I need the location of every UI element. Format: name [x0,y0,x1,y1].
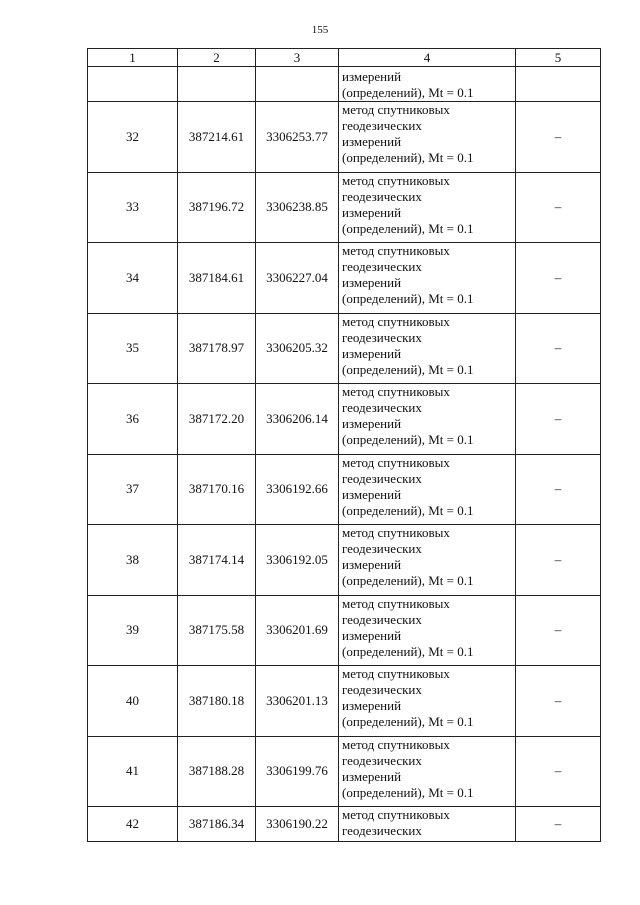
cell-y-coordinate: 3306205.32 [256,313,339,384]
cell-point-number: 34 [88,243,178,314]
cell-point-number: 38 [88,525,178,596]
column-header-5: 5 [516,49,601,67]
cell-method: измерений (определений), Mt = 0.1 [339,67,516,102]
cell-point-number: 35 [88,313,178,384]
cell-note [516,67,601,102]
cell-x-coordinate: 387188.28 [178,736,256,807]
cell-method: метод спутниковых геодезических измерений (определений), Mt = 0.1 [339,172,516,243]
cell-note: – [516,525,601,596]
cell-x-coordinate: 387172.20 [178,384,256,455]
cell-y-coordinate: 3306192.05 [256,525,339,596]
cell-point-number: 33 [88,172,178,243]
cell-method: метод спутниковых геодезических измерений (определений), Mt = 0.1 [339,313,516,384]
column-header-2: 2 [178,49,256,67]
table-row [88,736,601,807]
cell-y-coordinate: 3306201.13 [256,666,339,737]
cell-x-coordinate: 387175.58 [178,595,256,666]
cell-method: метод спутниковых геодезических измерений (определений), Mt = 0.1 [339,736,516,807]
cell-method: метод спутниковых геодезических измерений (определений), Mt = 0.1 [339,384,516,455]
table-row [88,384,601,455]
cell-note: – [516,384,601,455]
cell-y-coordinate: 3306227.04 [256,243,339,314]
cell-x-coordinate: 387186.34 [178,807,256,842]
cell-note: – [516,313,601,384]
table-row [88,172,601,243]
table-row [88,243,601,314]
cell-x-coordinate [178,67,256,102]
cell-note: – [516,454,601,525]
cell-y-coordinate: 3306199.76 [256,736,339,807]
cell-x-coordinate: 387170.16 [178,454,256,525]
cell-method: метод спутниковых геодезических измерений (определений), Mt = 0.1 [339,666,516,737]
cell-y-coordinate: 3306201.69 [256,595,339,666]
column-header-3: 3 [256,49,339,67]
table-row [88,525,601,596]
cell-method: метод спутниковых геодезических измерений (определений), Mt = 0.1 [339,454,516,525]
cell-point-number: 39 [88,595,178,666]
column-header-1: 1 [88,49,178,67]
table-row [88,313,601,384]
cell-method: метод спутниковых геодезических измерений (определений), Mt = 0.1 [339,102,516,173]
cell-x-coordinate: 387174.14 [178,525,256,596]
cell-x-coordinate: 387178.97 [178,313,256,384]
cell-point-number: 40 [88,666,178,737]
cell-x-coordinate: 387214.61 [178,102,256,173]
cell-method: метод спутниковых геодезических измерений (определений), Mt = 0.1 [339,525,516,596]
table-row [88,454,601,525]
cell-y-coordinate: 3306190.22 [256,807,339,842]
column-header-4: 4 [339,49,516,67]
page-number: 155 [311,24,329,36]
cell-note: – [516,666,601,737]
table-row [88,807,601,842]
cell-x-coordinate: 387180.18 [178,666,256,737]
cell-note: – [516,736,601,807]
cell-y-coordinate [256,67,339,102]
cell-x-coordinate: 387196.72 [178,172,256,243]
cell-y-coordinate: 3306192.66 [256,454,339,525]
cell-x-coordinate: 387184.61 [178,243,256,314]
cell-note: – [516,102,601,173]
table-row-continuation [88,67,601,102]
cell-point-number: 36 [88,384,178,455]
cell-method: метод спутниковых геодезических измерений (определений), Mt = 0.1 [339,243,516,314]
cell-point-number: 41 [88,736,178,807]
cell-note: – [516,595,601,666]
cell-method: метод спутниковых геодезических [339,807,516,842]
cell-method: метод спутниковых геодезических измерений (определений), Mt = 0.1 [339,595,516,666]
cell-note: – [516,172,601,243]
cell-y-coordinate: 3306238.85 [256,172,339,243]
cell-point-number: 37 [88,454,178,525]
table-row [88,666,601,737]
cell-point-number: 32 [88,102,178,173]
coordinates-table [87,48,601,842]
table-row [88,595,601,666]
table-header-row [88,49,601,67]
cell-note: – [516,243,601,314]
cell-y-coordinate: 3306206.14 [256,384,339,455]
cell-point-number [88,67,178,102]
table-row [88,102,601,173]
cell-point-number: 42 [88,807,178,842]
cell-note: – [516,807,601,842]
cell-y-coordinate: 3306253.77 [256,102,339,173]
